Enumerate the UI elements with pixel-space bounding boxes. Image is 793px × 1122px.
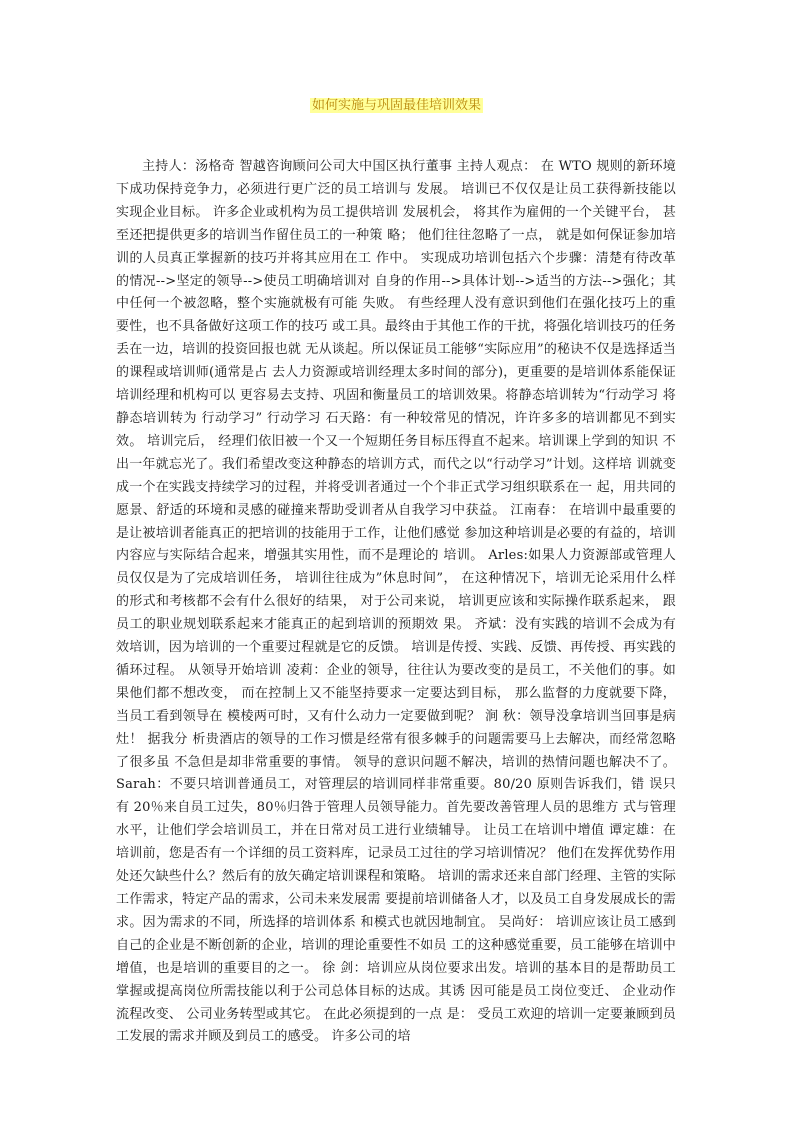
document-title bbox=[0, 94, 793, 113]
document-body: 主持人：汤格奇 智越咨询顾问公司大中国区执行董事 主持人观点： 在 WTO 规则的新环境下成功保持竞争力，必须进行更广泛的员工培训与 发展。 培训已不仅仅是让员工获得新技能以实现企业目标。 许多企业或机构为员工提供培训 发展机会， 将其作为雇佣的一个关键平台， 甚至还把提供更多的培训当作留住员工的一种策 略； 他们往往忽略了一点， 就是如何保证参加培训的人员真正掌握新的技巧并将其应用在工 作中。 实现成功培训包括六个步骤：清楚有待改革的情况-->坚定的领导-->使员工明确培训对 自身的作用-->具体计划-->适当的方法-->强化；其中任何一个被忽略，整个实施就极有可能 失败。 有些经理人没有意识到他们在强化技巧上的重要性，也不具备做好这项工作的技巧 或工具。最终由于其他工作的干扰，将强化培训技巧的任务丢在一边，培训的投资回报也就 无从谈起。所以保证员工能够“实际应用”的秘诀不仅是选择适当的课程或培训师(通常是占 去人力资源或培训经理太多时间的部分)，更重要的是培训体系能保证培训经理和机构可以 更容易去支持、巩固和衡量员工的培训效果。将静态培训转为“行动学习 将静态培训转为 行动学习” 行动学习 石天路：有一种较常见的情况，许许多多的培训都见不到实效。 培训完后， 经理们依旧被一个又一个短期任务目标压得直不起来。培训课上学到的知识 不出一年就忘光了。我们希望改变这种静态的培训方式，而代之以“行动学习”计划。这样培 训就变成一个在实践支持续学习的过程，并将受训者通过一个个非正式学习组织联系在一 起，用共同的愿景、舒适的环境和灵感的碰撞来帮助受训者从自我学习中获益。 江南春： 在培训中最重要的是让被培训者能真正的把培训的技能用于工作，让他们感觉 参加这种培训是必要的有益的，培训内容应与实际结合起来，增强其实用性，而不是理论的 培训。 Arles:如果人力资源部或管理人员仅仅是为了完成培训任务， 培训往往成为”休息时间”， 在这种情况下，培训无论采用什么样的形式和考核都不会有什么很好的结果， 对于公司来说， 培训更应该和实际操作联系起来， 跟员工的职业规划联系起来才能真正的起到培训的预期效 果。 齐斌：没有实践的培训不会成为有效培训，因为培训的一个重要过程就是它的反馈。 培训是传授、实践、反馈、再传授、再实践的循环过程。 从领导开始培训 凌莉：企业的领导，往往认为要改变的是员工，不关他们的事。如果他们都不想改变， 而在控制上又不能坚持要求一定要达到目标， 那么监督的力度就要下降， 当员工看到领导在 模棱两可时，又有什么动力一定要做到呢？ 涧 秋：领导没拿培训当回事是病灶！ 据我分 析贵酒店的领导的工作习惯是经常有很多棘手的问题需要马上去解决，而经常忽略了很多虽 不急但是却非常重要的事情。 领导的意识问题不解决，培训的热情问题也解决不了。 Sarah：不要只培训普通员工，对管理层的培训同样非常重要。80/20 原则告诉我们，错 误只有 20％来自员工过失，80％归咎于管理人员领导能力。首先要改善管理人员的思维方 式与管理水平，让他们学会培训员工，并在日常对员工进行业绩辅导。 让员工在培训中增值 谭定雄：在培训前，您是否有一个详细的员工资料库，记录员工过往的学习培训情况？ 他们在发挥优势作用处还欠缺些什么？然后有的放矢确定培训课程和策略。 培训的需求还来自部门经理、主管的实际工作需求，特定产品的需求，公司未来发展需 要提前培训储备人才，以及员工自身发展成长的需求。因为需求的不同，所选择的培训体系 和模式也就因地制宜。 吴尚好： 培训应该让员工感到自己的企业是不断创新的企业，培训的理论重要性不如员 工的这种感觉重要，员工能够在培训中增值，也是培训的重要目的之一。 徐 剑：培训应从岗位要求出发。培训的基本目的是帮助员工掌握或提高岗位所需技能以利于公司总体目标的达成。其诱 因可能是员工岗位变迁、 企业动作流程改变、 公司业务转型或其它。 在此必须提到的一点 是： 受员工欢迎的培训一定要兼顾到员工发展的需求并顾及到员工的感受。 许多公司的培 bbox=[116, 159, 676, 1045]
document-title-text: 如何实施与巩固最佳培训效果 bbox=[311, 98, 481, 113]
